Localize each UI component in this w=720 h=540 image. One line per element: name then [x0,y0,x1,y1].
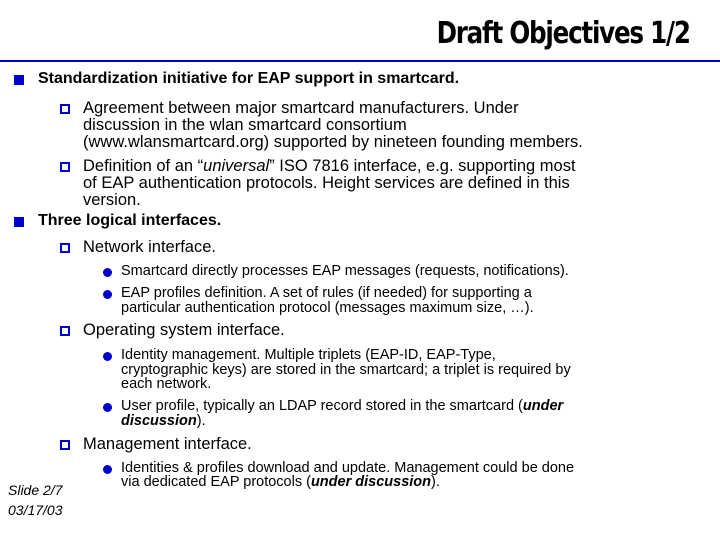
dot-bullet-icon [103,403,112,412]
bullet-text: Management interface. [83,435,252,453]
emphasis-under: under [522,398,564,414]
bullet-line: cryptographic keys) are stored in the smartcard; a triplet is required by [121,362,571,378]
bullet-line: discussion in the wlan smartcard consortium [83,116,407,134]
hollow-square-bullet-icon [60,104,70,114]
bullet-text: Smartcard directly processes EAP messages (requests, notifications). [121,263,569,279]
bullet-text: Three logical interfaces. [38,212,222,229]
bullet-line: Identity management. Multiple triplets (EAP-ID, EAP-Type, [121,347,496,363]
bullet-line: EAP profiles definition. A set of rules (if needed) for supporting a [121,285,532,301]
hollow-square-bullet-icon [60,162,70,172]
bullet-user-profile [121,400,563,413]
text-fragment: User profile, typically an LDAP record stored in the smartcard ( [121,398,523,414]
bullet-line: version. [83,191,141,209]
text-fragment: ” ISO 7816 interface, e.g. supporting most [269,157,576,175]
bullet-management-interface [83,437,252,451]
bullet-line: each network. [121,376,212,392]
text-fragment: ). [196,413,206,429]
dot-bullet-icon [103,465,112,474]
slide-number: Slide 2/7 [8,482,63,498]
hollow-square-bullet-icon [60,440,70,450]
bullet-line [121,415,206,428]
square-bullet-icon [14,217,24,227]
text-fragment: via dedicated EAP protocols ( [121,474,311,490]
bullet-line: particular authentication protocol (messages maximum size, …). [121,300,534,316]
bullet-standardization [38,72,459,86]
hollow-square-bullet-icon [60,326,70,336]
bullet-agreement [83,101,519,115]
text-fragment: ). [431,474,440,490]
emphasis-discussion: discussion [121,413,197,429]
bullet-definition [83,159,576,173]
title-rule [0,60,720,62]
bullet-network-interface [83,240,216,254]
bullet-line [121,476,440,489]
emphasis-under-discussion: under discussion [310,474,432,490]
bullet-identity-management [121,349,496,362]
dot-bullet-icon [103,268,112,277]
bullet-smartcard-processes [121,265,569,278]
hollow-square-bullet-icon [60,243,70,253]
bullet-text: Standardization initiative for EAP support in smartcard. [38,70,460,87]
bullet-line: Agreement between major smartcard manufacturers. Under [83,99,519,117]
bullet-line: of EAP authentication protocols. Height services are defined in this [83,174,570,192]
slide-date: 03/17/03 [8,502,63,518]
dot-bullet-icon [103,290,112,299]
bullet-text: Network interface. [83,238,216,256]
bullet-line: (www.wlansmartcard.org) supported by nineteen founding members. [83,133,583,151]
slide-title: Draft Objectives 1/2 [436,16,690,51]
slide-footer [8,480,63,520]
dot-bullet-icon [103,352,112,361]
bullet-text: Operating system interface. [83,321,285,339]
text-fragment: Definition of an “ [83,157,204,175]
bullet-three-interfaces [38,214,221,228]
emphasis-universal: universal [203,157,270,175]
bullet-os-interface [83,323,285,337]
bullet-eap-profiles [121,287,532,300]
square-bullet-icon [14,75,24,85]
bullet-line: Identities & profiles download and update. Management could be done [121,460,575,476]
